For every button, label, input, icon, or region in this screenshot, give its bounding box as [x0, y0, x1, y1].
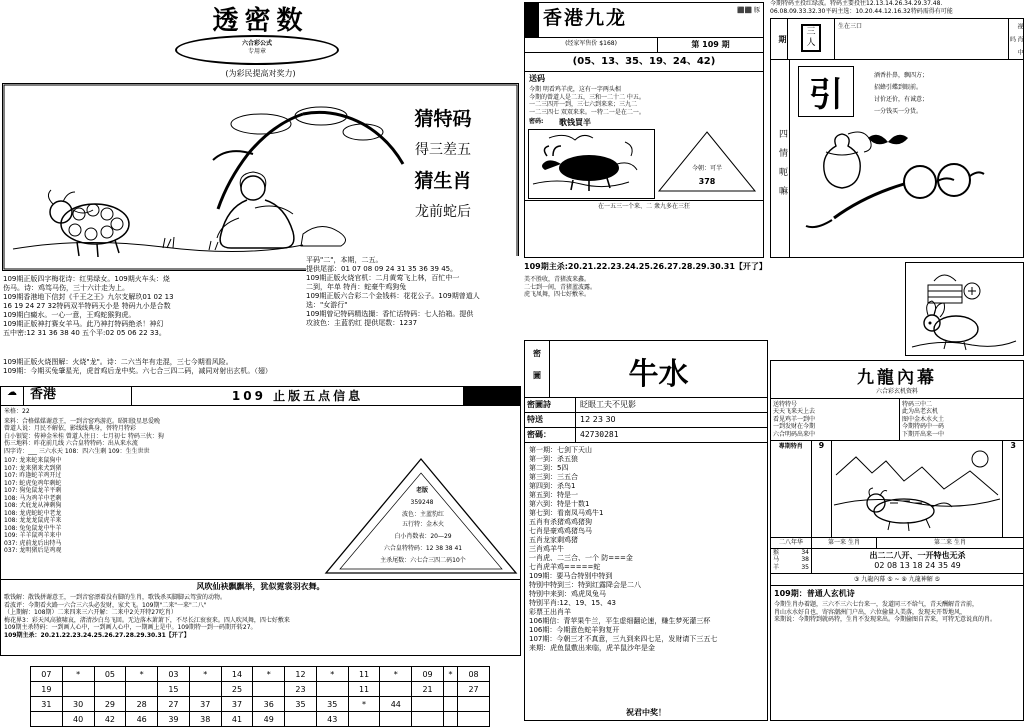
wind-line: （上期解：108期）二来四来三六开解：二来中2关开特27吃肖） — [4, 609, 177, 616]
jiulong-col1: 第一来 生肖 — [812, 538, 877, 548]
hk-label-cell — [1, 387, 132, 405]
cell: * — [316, 667, 348, 682]
jiulong-footer-title: 109期：普通人玄机诗 — [774, 589, 855, 598]
cell: 11 — [348, 667, 380, 682]
cell: 27 — [458, 682, 490, 697]
cell: 39 — [158, 712, 190, 727]
mi-tu-line: 第一期：七剑下天山 — [529, 446, 592, 454]
mi-tu-line: 特别中特到三：特到红露降会是二八 — [529, 581, 641, 589]
list-item: 107: 狗兔鼠龙羊平剩 — [4, 487, 62, 494]
mi-tu-line: 第三到：三五合 — [529, 473, 578, 481]
jiulong-poem-line: 天天飞来天上去 — [773, 408, 816, 415]
kill-line: 109期主杀:20.21.22.23.24.25.26.27.28.29.30.31【开了】 — [524, 262, 767, 271]
bottom-number-table — [30, 666, 490, 724]
header-subtitle: (为彩民提高对奖力) — [225, 69, 296, 78]
cell — [31, 712, 63, 727]
list-item: 108: 龙龙龙鼠虎羊来 — [4, 517, 62, 524]
triangle-number: 359248 — [410, 499, 434, 506]
black-block — [464, 387, 520, 405]
left-text-line: 109期：今期买兔肇星光，虎首鸡后龙中奖。六七合三四二码，减同对射出玄机。（翅） — [3, 367, 272, 375]
hk9-send-label: 送码 — [529, 74, 545, 83]
guess-special-code-caption: 猜特码 — [414, 108, 472, 130]
mi-tu-line: 一肖虎、二三合、一个 防===金 — [529, 554, 633, 562]
cell: 09 — [412, 667, 444, 682]
cell — [458, 697, 490, 712]
qi-side-text: 生在三口 — [838, 23, 863, 30]
hk9-puzzle-line: 一二三四七 双双来来。一特二一是在二一。 — [529, 108, 645, 116]
mid-text-line: 平码"二"，本期，二五。 — [306, 256, 383, 264]
qi-poem-line: 一分钱买一分货。 — [874, 108, 923, 115]
five-point-body-line: 四字诗：___ 三六水天 108：四六生剩 109：生生世世 — [4, 447, 150, 455]
main-title: 透密数 — [212, 6, 309, 36]
animal-row — [771, 556, 811, 564]
qi-rot-text: 视 肖 中 吗 — [1008, 19, 1023, 59]
jiulong-years: 二八年华 — [771, 538, 812, 548]
mi-tu-line: 七肖是豪鸡鸡猪鸟马 — [529, 527, 592, 535]
cell: * — [62, 667, 94, 682]
cell: 30 — [62, 697, 94, 712]
list-item: 108: 兔兔鼠龙中牛羊 — [4, 524, 62, 532]
mi-tu-line: 五肖龙家剩鸡猪 — [529, 536, 578, 544]
cell — [458, 712, 490, 727]
animal-name: 马 — [773, 556, 780, 563]
special-send-label: 特送 — [525, 413, 576, 427]
cell — [126, 682, 158, 697]
art-caption-4: 龙前蛇后 — [415, 204, 471, 220]
hk9-corner-label: ⬛⬛ 豚 — [737, 7, 760, 14]
cloud-icon: ☁ — [1, 387, 24, 405]
mi-tu-line: 106期：今期意色蛇羊狗复开 — [529, 626, 620, 634]
list-item: 037: 龙明猪后是鸡观 — [4, 547, 62, 554]
cell: * — [380, 667, 412, 682]
hk9-triangle-number: 378 — [698, 177, 716, 186]
jiulong-poem-line: 今期特码中一码 — [902, 423, 945, 430]
mi-tu-big-chars: 牛水 — [628, 357, 689, 392]
left-rot-col: 四 情 呃 嘛 — [771, 60, 790, 258]
hk9-issue: 第 109 期 — [691, 40, 730, 49]
cell — [412, 712, 444, 727]
animal-row — [771, 564, 811, 572]
cell: 35 — [285, 697, 317, 712]
cell: * — [189, 667, 221, 682]
left-text-line: 109期香港地下信封《千王之王》九尔支解玖01 02 13 — [3, 293, 174, 301]
kill-poem-line: 虎飞凤舞，四七好敷米。 — [524, 291, 591, 298]
mi-tu-line: 特别平肖:12、19、15、43 — [529, 599, 616, 607]
kill-numbers-block — [524, 262, 768, 340]
jiulong-poem-line: 六合明码出来中 — [773, 430, 816, 438]
mid-text-line: 109期正版火烧官机：二月黄莺飞上林，百忙中一 — [306, 274, 460, 282]
top-right-note — [770, 0, 1024, 18]
ox-illustration — [528, 129, 655, 199]
qi-poem-line: 招蜂引蝶到眼前。 — [874, 84, 923, 91]
mid-text-line: 二到，年单 特肖：蛇豪牛鸡狗兔 — [306, 283, 407, 291]
number-grid — [30, 666, 490, 727]
jiulong-out-numbers: 02 08 13 18 24 35 49 — [874, 560, 961, 570]
jiulong-poem-line: 图中金木水火土 — [902, 415, 945, 423]
cell: 08 — [458, 667, 490, 682]
triangle-figure — [324, 457, 519, 577]
jiulong-poem-line: 一到发财在今期 — [773, 423, 816, 430]
wind-line: 梅花界3：彩天风高猿啸哀，渚清沙白鸟飞回。无边落木萧萧下，不尽长江衮衮来。四人吹风舞，四七好敷来 — [4, 616, 290, 624]
triangle-row: 六合皇特特码：12 38 38 41 — [383, 545, 463, 552]
mid-text-line: 提供尾部：01 07 08 09 24 31 35 36 39 45。 — [306, 265, 458, 273]
cell: 19 — [31, 682, 63, 697]
jiulong-subtitle: 六合彩玄机资料 — [875, 388, 918, 395]
cell — [62, 682, 94, 697]
animal-name: 羊 — [773, 563, 780, 571]
hk9-numbers: (05、13、35、19、24、42) — [525, 53, 763, 72]
jiulong-poem-line: 送特特号 — [773, 400, 798, 408]
jiulong-right-number: 3 — [1002, 441, 1023, 537]
five-point-body-line: 来料：合格媒媒谢意王，一到音窑鸡游范。昭阳股星思爱晚 — [4, 417, 161, 425]
hk9-bottom-line: 在一五三一个来、二 衆九多在三狂 — [525, 200, 763, 213]
hk9-puzzle-line: 今期 明看鸡羊虎，这有一字两头相 — [529, 86, 621, 93]
mi-tu-line: 第六到：特是十数1 — [529, 500, 590, 508]
cell: 31 — [31, 697, 63, 712]
left-text-block — [3, 275, 303, 338]
hk-nine-dragons-panel — [524, 2, 764, 258]
cell — [316, 682, 348, 697]
hk9-code-value: 歌钱買半 — [559, 118, 591, 127]
list-item: 109: 羊羊鼠鸡羊来中 — [4, 532, 62, 539]
cell — [412, 697, 444, 712]
black-edge — [525, 3, 539, 37]
jiulong-special-label: 專期特肖 — [771, 441, 812, 537]
cell: 41 — [221, 712, 253, 727]
jiulong-title: 九龍內幕 — [857, 368, 937, 388]
cell: 43 — [316, 712, 348, 727]
special-send-values: 12 23 30 — [580, 415, 616, 424]
jiulong-poem-line: 看见鸡羊一到中 — [773, 415, 816, 423]
hk9-title: 香港九龙 — [543, 7, 628, 29]
animal-num: 34 — [801, 548, 809, 556]
note-line: 06.08.09.33.32.30平码主选：10.20.44.12.16.32特码需得有可能 — [770, 7, 953, 15]
cell: 35 — [316, 697, 348, 712]
list-item: 108: 龙虎蛇蛇中老龙 — [4, 509, 62, 517]
hk9-puzzle-line: 一二三四开一到，三七六到来来；三九二 — [529, 101, 638, 108]
cell: * — [348, 697, 380, 712]
cell: 03 — [158, 667, 190, 682]
mi-tu-line: 第二到：5四 — [529, 464, 569, 472]
cell: 49 — [253, 712, 285, 727]
mi-tu-line: 107期：今朝三才不真意，三九到来四七足，发财请下三五七 — [529, 635, 718, 643]
jiulong-footer-line: 今期生肖办着题，三六不三六七台来一，发道同三不给气，青天酬解青音前， — [774, 601, 979, 608]
jiulong-poem-line: 特码三中二 — [902, 400, 933, 408]
cell — [443, 712, 457, 727]
hk9-ox-label: 今朝：可半 — [691, 165, 722, 172]
forecast-list — [1, 457, 324, 577]
guess-zodiac-caption: 猜生肖 — [414, 170, 472, 192]
jiulong-poem-line: 此为出老玄机 — [902, 408, 939, 415]
cell: * — [126, 667, 158, 682]
cell — [94, 682, 126, 697]
animal-num: 38 — [801, 556, 809, 563]
cell: 27 — [158, 697, 190, 712]
cell — [253, 682, 285, 697]
wind-line-kill: 109期主杀：20.21.22.23.24.25.26.27.28.29.30.31【开了】 — [4, 631, 190, 639]
wind-section-title: 风吹仙袂飘飘举，犹似霓裳羽衣舞。 — [196, 582, 325, 591]
left-text-line: 109期正版四字梅花诗：红男绿女。109期火车头：烧 — [3, 275, 170, 283]
cell: 38 — [189, 712, 221, 727]
animal-row — [771, 549, 811, 557]
five-point-body-line: 伤三地料：昨花前几线 六合皇特特码：出从来水流 — [4, 440, 138, 447]
jiulong-col2: 第二来 生肖 — [934, 539, 966, 546]
triangle-row: 主杀尾数：六七合三四二码10个 — [380, 557, 466, 564]
qi-poem-line: 酒香扑鼻，飘四方； — [874, 72, 929, 79]
triangle-title: 老版 — [415, 487, 428, 494]
cell — [443, 697, 457, 712]
stamp-subtext: 专用章 — [247, 47, 266, 55]
mi-tu-line: 第四到：杀鸟1 — [529, 482, 576, 490]
cell: 28 — [126, 697, 158, 712]
mid-text-line: 攻波色：主蓝豹红 提供尾数：1237 — [306, 319, 418, 327]
list-item: 107: 龙来蛇来鼠狗中 — [4, 457, 62, 464]
jiulong-poem-line: 下期开出来一中 — [902, 430, 945, 438]
list-item: 107: 蛇虎兔鸡年剩蛇 — [4, 479, 62, 487]
cell: 37 — [221, 697, 253, 712]
big-char: 引 — [798, 66, 854, 117]
mid-text-line: 109期正版六合彩二个金钱料：花花公子。109期曾道人 — [306, 292, 480, 300]
mi-tu-poem-title: 密圖詩 — [525, 398, 576, 412]
mi-tu-line: 来期：虎鱼鼠敷出来临，虎羊鼠沙年是金 — [529, 644, 655, 652]
mi-tu-line: 第一到：杀五狼 — [529, 455, 578, 463]
mid-text-line: 选："女游行" — [306, 301, 348, 309]
cell: 12 — [285, 667, 317, 682]
cell: 14 — [221, 667, 253, 682]
triangle-row: 波色：主蓝豹红 — [401, 511, 444, 518]
jiulong-foot: ③ 九龍內幕 ⑤ ~ ⑨ 九龍神解 ⑤ — [771, 574, 1023, 587]
hk-label: 香港 — [30, 387, 57, 402]
jiulong-out-line: 出二二八开、一开特也无杀 — [869, 550, 966, 560]
mi-tu-line: 彩票王出肖羊 — [529, 608, 571, 616]
cell: 11 — [348, 682, 380, 697]
wind-line: 109期主杀特码：一到画人心中，一到画人心中，一期画上是中。109期特一到一码期开转27。 — [4, 624, 257, 631]
hk9-triangle — [655, 129, 759, 197]
art-caption-2: 得三差五 — [415, 142, 471, 158]
list-item: 107: 昨逢蛇羊鸡开过 — [4, 472, 62, 479]
note-line: 今期特码主投红绿波。特码主要投往12.13.14.26.34.29.37.48. — [770, 0, 943, 7]
cell: 44 — [380, 697, 412, 712]
hk9-subtitle: (经家军售价 $168) — [525, 38, 658, 52]
list-item: 037: 虎前龙后出特马 — [4, 539, 62, 547]
animal-num: 35 — [801, 563, 809, 571]
cell — [348, 712, 380, 727]
left-text-block-2 — [3, 358, 303, 382]
cell: 21 — [412, 682, 444, 697]
cell: 07 — [31, 667, 63, 682]
cell — [189, 682, 221, 697]
list-item: 108: 马为鸡羊中老剩 — [4, 494, 62, 502]
jiulong-panel — [770, 360, 1024, 721]
cell: 05 — [94, 667, 126, 682]
mi-tu-side-label: 密 圖 — [525, 341, 550, 397]
left-text-line: 109期正版神打赛女羊马。此乃神打特码绝杀！神幻 — [3, 320, 164, 328]
mi-tu-poem: 眨眼工夫不见影 — [580, 400, 636, 409]
tail-label: 米格：22 — [4, 408, 30, 415]
qi-stamp: 三 人 — [788, 19, 835, 59]
left-text-line: 伤马。诗：鸡笃马伤，三十六计走为上。 — [3, 284, 129, 292]
cell — [443, 682, 457, 697]
five-point-body-line: 白小银锭：传神金米桂 曾道人往日：七月初七 特码三伙：狗 — [4, 432, 164, 440]
cell: 25 — [221, 682, 253, 697]
cell: * — [443, 667, 457, 682]
triangle-row: 五行特：金木火 — [401, 521, 444, 528]
cell: 46 — [126, 712, 158, 727]
kill-poem-line: 美不胜收，青猪波来鑫。 — [524, 276, 591, 283]
five-point-banner: 109 止版五点信息 — [132, 387, 464, 405]
cell: 40 — [62, 712, 94, 727]
table-row — [31, 712, 490, 727]
issue-label: 期 — [771, 19, 788, 59]
cell: 42 — [94, 712, 126, 727]
stamp-text: 六合彩公式 — [241, 40, 272, 47]
animal-name: 猴 — [773, 548, 780, 556]
mi-tu-line: 第七到：看南凤马鸡牛1 — [529, 509, 604, 517]
mi-tu-line: 七肖虎羊鸡=====蛇 — [529, 563, 601, 571]
left-text-line: 109期正版火烧图解：火烧"龙"。诗：二六当年有走混，三七今期看风险。 — [3, 358, 233, 366]
mi-tu-line: 109期：要马合特别中特到 — [529, 572, 613, 580]
list-item: 107: 龙来猪来犬到猪 — [4, 464, 62, 472]
mi-tu-line: 106期信：青苹果牛兰，平生虚细翻论速，赚生梦死灌三杯 — [529, 617, 711, 625]
mi-tu-line: 三肖鸡羊牛 — [529, 545, 564, 553]
mi-tu-line: 特别中来到：鸡虎凤兔马 — [529, 590, 606, 598]
hk9-puzzle-line: 今期的曾道人是二五，三和一二十二 中五。 — [529, 93, 645, 101]
left-text-line: 109期白癜水。一心一意，王鸡蛇猴狗虎。 — [3, 311, 136, 319]
cell — [285, 712, 317, 727]
left-text-line: 16 19 24 27 32特码双半特码天小是 特码九小是合数 — [3, 302, 171, 310]
cell: 37 — [189, 697, 221, 712]
qi-panel — [770, 18, 1024, 258]
jiulong-footer-line: 来期说：今期特到就码特，生肖不发现来出。今期偷图自苦来，可特无意说真的肖。 — [774, 616, 997, 623]
cell — [380, 712, 412, 727]
wind-line: 歌钱解：散钱拼谢意王，一到音窑漂着没有脚的生肖，歌钱杀买脚脚云驾萤的动物。 — [4, 594, 227, 601]
table-row — [31, 682, 490, 697]
mi-tu-code-label: 密碼： — [525, 428, 576, 442]
mi-tu-line: 五肖有杀猪鸡鸡猪狗 — [529, 518, 592, 526]
list-item: 108: 犬庇龙从神剩狗 — [4, 502, 62, 509]
mi-tu-line: 第五到：特是一 — [529, 491, 578, 499]
qi-poem-line: 讨价还价，有诚意； — [874, 96, 929, 103]
mid-text-line: 109期曾记特码精选撮：香忙话特码：七人抬箱。提供 — [306, 310, 474, 318]
jiulong-left-number: 9 — [812, 441, 833, 537]
official-stamp — [175, 35, 339, 65]
cell: 29 — [94, 697, 126, 712]
cell: 36 — [253, 697, 285, 712]
jiulong-footer-line: 肖山水水好自也，寄容潮洲门户出，六位偷量人美落，发现天开帮地风， — [774, 608, 967, 616]
cell: 23 — [285, 682, 317, 697]
mi-tu-panel — [524, 340, 768, 721]
table-row — [31, 697, 490, 712]
mi-tu-code-value: 42730281 — [580, 430, 619, 439]
illustration-box — [2, 83, 519, 271]
cell: * — [253, 667, 285, 682]
five-point-panel — [0, 386, 521, 656]
rabbit-illustration — [906, 263, 1023, 355]
left-text-line: 五中密:12 31 36 38 40 五个平:02 05 06 22 33。 — [3, 329, 166, 337]
triangle-row: 白小肖数表：20—29 — [394, 533, 452, 540]
five-point-body-line: 曾道人说：月民不解依，影线线典身，替特月特彩 — [4, 425, 137, 432]
cell — [380, 682, 412, 697]
rabbit-panel — [905, 262, 1024, 356]
kill-poem-line: 二七到一间，青猪蓝波露。 — [524, 283, 597, 291]
mi-tu-footer: 祝君中奖！ — [626, 708, 666, 717]
wind-line: 看波评：今期看火路一六合三六头必发财，家犬飞。109期"二来"一来"二八" — [4, 601, 207, 609]
gourd-and-glasses-illustration — [792, 126, 992, 256]
cell: 15 — [158, 682, 190, 697]
table-row — [31, 667, 490, 682]
mid-text-column — [306, 256, 521, 356]
hk9-code-label: 密码: — [529, 118, 544, 125]
tiger-mountain-illustration — [832, 441, 1002, 537]
